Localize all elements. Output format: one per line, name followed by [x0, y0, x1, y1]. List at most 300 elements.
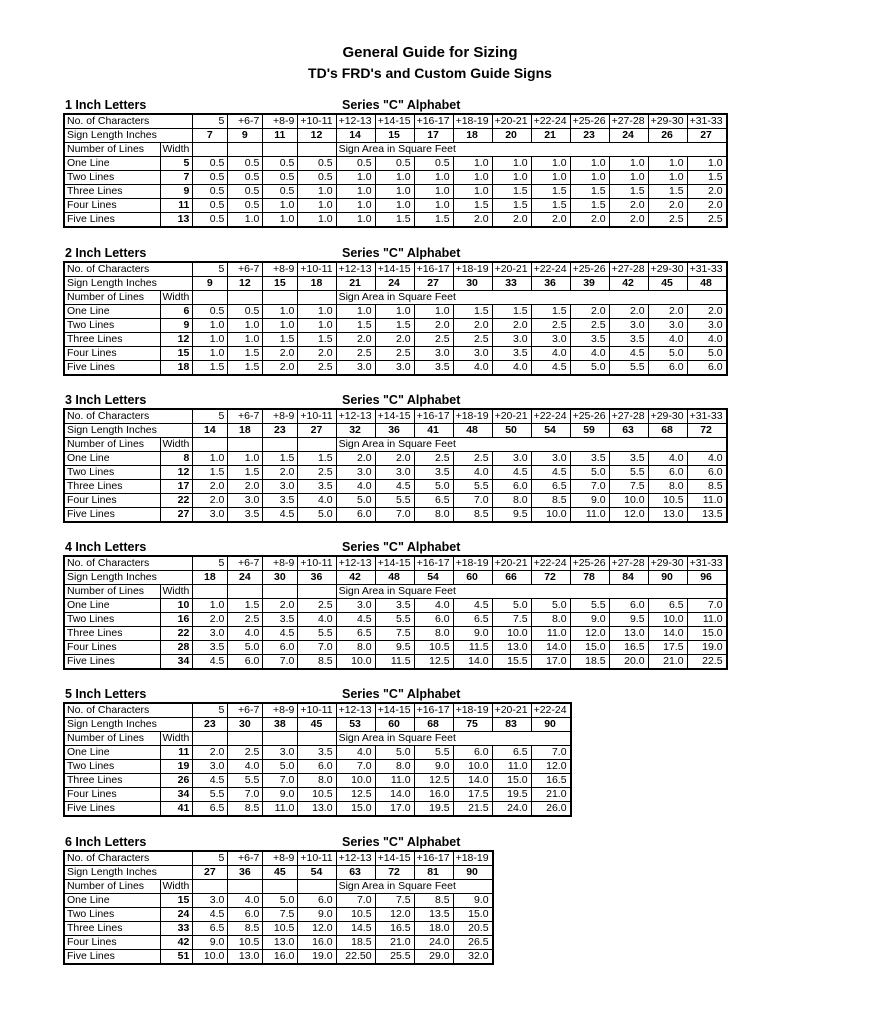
characters-cell: +16-17	[414, 851, 453, 866]
area-header: Sign Area in Square Feet	[336, 291, 727, 305]
area-cell: 2.5	[336, 347, 375, 361]
length-cell: 14	[336, 129, 375, 143]
table-row	[64, 788, 571, 802]
characters-cell: +8-9	[263, 262, 298, 277]
area-cell: 4.0	[298, 494, 336, 508]
area-cell: 6.0	[336, 508, 375, 523]
area-cell: 2.0	[453, 319, 492, 333]
width-cell: 24	[160, 908, 193, 922]
sizing-section	[63, 245, 728, 376]
length-cell: 54	[414, 571, 453, 585]
area-cell: 5.0	[263, 760, 298, 774]
row-label: One Line	[64, 599, 160, 613]
area-cell: 1.0	[263, 319, 298, 333]
area-cell: 10.5	[228, 936, 263, 950]
area-cell: 2.5	[228, 746, 263, 760]
sizing-table	[63, 555, 728, 670]
lines-header-row	[64, 732, 571, 746]
length-cell: 50	[492, 424, 531, 438]
width-cell: 26	[160, 774, 193, 788]
area-cell: 2.0	[453, 213, 492, 228]
area-cell: 0.5	[193, 171, 228, 185]
area-cell: 3.0	[336, 361, 375, 376]
area-cell: 0.5	[228, 171, 263, 185]
area-cell: 2.0	[648, 199, 687, 213]
area-cell: 1.5	[453, 305, 492, 319]
width-cell: 22	[160, 494, 193, 508]
area-cell: 2.5	[453, 333, 492, 347]
length-cell: 48	[375, 571, 414, 585]
area-cell: 15.0	[492, 774, 531, 788]
characters-cell: +20-21	[492, 703, 531, 718]
area-cell: 2.0	[609, 199, 648, 213]
area-cell: 2.5	[298, 599, 336, 613]
area-cell: 6.0	[298, 760, 336, 774]
width-cell: 7	[160, 171, 193, 185]
area-cell: 1.5	[492, 305, 531, 319]
characters-cell: +25-26	[570, 114, 609, 129]
area-cell: 12.0	[375, 908, 414, 922]
empty-cell	[228, 291, 263, 305]
empty-cell	[298, 143, 336, 157]
area-cell: 8.5	[687, 480, 727, 494]
length-cell: 81	[414, 866, 453, 880]
sizing-section	[63, 834, 494, 965]
area-cell: 5.0	[687, 347, 727, 361]
area-cell: 3.5	[298, 480, 336, 494]
empty-cell	[228, 143, 263, 157]
characters-cell: +14-15	[375, 262, 414, 277]
empty-cell	[193, 143, 228, 157]
width-cell: 9	[160, 185, 193, 199]
table-row	[64, 452, 727, 466]
characters-cell: +8-9	[263, 556, 298, 571]
letter-size-heading: 4 Inch Letters	[65, 540, 147, 554]
area-cell: 1.5	[531, 199, 570, 213]
area-cell: 5.0	[570, 466, 609, 480]
characters-cell: +25-26	[570, 262, 609, 277]
length-cell: 59	[570, 424, 609, 438]
area-cell: 7.0	[570, 480, 609, 494]
area-cell: 3.5	[570, 452, 609, 466]
length-cell: 12	[228, 277, 263, 291]
length-cell: 45	[263, 866, 298, 880]
area-cell: 1.5	[228, 361, 263, 376]
width-cell: 8	[160, 452, 193, 466]
empty-cell	[263, 880, 298, 894]
area-cell: 0.5	[193, 185, 228, 199]
area-cell: 0.5	[263, 171, 298, 185]
table-row	[64, 213, 727, 228]
area-cell: 9.5	[375, 641, 414, 655]
area-cell: 11.0	[531, 627, 570, 641]
area-cell: 1.0	[375, 199, 414, 213]
area-cell: 11.0	[687, 613, 727, 627]
area-cell: 2.5	[453, 452, 492, 466]
table-row	[64, 613, 727, 627]
length-cell: 68	[648, 424, 687, 438]
area-cell: 0.5	[193, 305, 228, 319]
area-cell: 2.0	[228, 480, 263, 494]
empty-cell	[298, 732, 336, 746]
section-header	[63, 392, 677, 408]
letter-size-heading: 1 Inch Letters	[65, 98, 147, 112]
area-cell: 3.5	[414, 361, 453, 376]
area-cell: 4.5	[193, 655, 228, 670]
area-cell: 6.0	[609, 599, 648, 613]
area-cell: 6.0	[492, 480, 531, 494]
area-cell: 1.5	[228, 466, 263, 480]
length-cell: 48	[453, 424, 492, 438]
area-cell: 29.0	[414, 950, 453, 965]
area-cell: 4.5	[375, 480, 414, 494]
area-cell: 13.5	[687, 508, 727, 523]
table-row	[64, 305, 727, 319]
characters-cell: +6-7	[228, 262, 263, 277]
area-cell: 16.0	[298, 936, 336, 950]
area-cell: 19.5	[414, 802, 453, 817]
row-label: No. of Characters	[64, 114, 193, 129]
area-cell: 17.5	[648, 641, 687, 655]
area-cell: 0.5	[193, 213, 228, 228]
area-cell: 2.0	[263, 361, 298, 376]
length-cell: 60	[375, 718, 414, 732]
table-row	[64, 641, 727, 655]
length-cell: 12	[298, 129, 336, 143]
characters-row	[64, 703, 571, 718]
area-cell: 17.5	[453, 788, 492, 802]
area-header: Sign Area in Square Feet	[336, 438, 727, 452]
area-cell: 3.5	[375, 599, 414, 613]
characters-cell: +12-13	[336, 703, 375, 718]
row-label: Four Lines	[64, 788, 160, 802]
area-cell: 2.0	[609, 305, 648, 319]
area-cell: 5.0	[570, 361, 609, 376]
area-cell: 4.0	[453, 361, 492, 376]
area-cell: 14.5	[336, 922, 375, 936]
characters-cell: +27-28	[609, 556, 648, 571]
area-cell: 4.0	[648, 452, 687, 466]
characters-cell: +20-21	[492, 262, 531, 277]
length-cell: 27	[298, 424, 336, 438]
area-cell: 1.0	[263, 305, 298, 319]
area-cell: 1.0	[414, 305, 453, 319]
area-cell: 4.0	[336, 746, 375, 760]
characters-cell: +25-26	[570, 409, 609, 424]
characters-cell: +14-15	[375, 703, 414, 718]
area-cell: 2.0	[687, 305, 727, 319]
length-cell: 15	[375, 129, 414, 143]
row-label: No. of Characters	[64, 262, 193, 277]
area-cell: 1.0	[648, 171, 687, 185]
area-cell: 13.0	[492, 641, 531, 655]
area-cell: 6.5	[336, 627, 375, 641]
length-cell: 24	[609, 129, 648, 143]
area-cell: 18.0	[414, 922, 453, 936]
area-cell: 14.0	[375, 788, 414, 802]
width-cell: 15	[160, 894, 193, 908]
width-header: Width	[160, 291, 193, 305]
area-cell: 18.5	[570, 655, 609, 670]
area-cell: 12.0	[609, 508, 648, 523]
area-cell: 1.0	[687, 157, 727, 171]
area-cell: 2.0	[193, 613, 228, 627]
characters-cell: +25-26	[570, 556, 609, 571]
area-cell: 2.0	[687, 199, 727, 213]
lines-header-row	[64, 291, 727, 305]
characters-cell: +16-17	[414, 262, 453, 277]
table-row	[64, 922, 493, 936]
letter-size-heading: 3 Inch Letters	[65, 393, 147, 407]
area-cell: 21.5	[453, 802, 492, 817]
area-cell: 7.0	[228, 788, 263, 802]
empty-cell	[298, 291, 336, 305]
area-cell: 1.5	[228, 347, 263, 361]
width-cell: 17	[160, 480, 193, 494]
area-cell: 9.5	[609, 613, 648, 627]
area-cell: 1.0	[531, 171, 570, 185]
width-cell: 33	[160, 922, 193, 936]
area-cell: 2.0	[193, 746, 228, 760]
area-cell: 0.5	[228, 157, 263, 171]
characters-cell: +31-33	[687, 409, 727, 424]
area-cell: 1.0	[609, 171, 648, 185]
area-cell: 1.0	[193, 347, 228, 361]
area-cell: 1.5	[336, 319, 375, 333]
area-cell: 3.0	[336, 599, 375, 613]
area-cell: 2.5	[570, 319, 609, 333]
area-cell: 2.0	[375, 452, 414, 466]
sizing-section	[63, 392, 728, 523]
area-cell: 4.0	[336, 480, 375, 494]
area-cell: 3.5	[609, 452, 648, 466]
area-cell: 15.5	[492, 655, 531, 670]
area-cell: 19.0	[687, 641, 727, 655]
area-cell: 2.0	[375, 333, 414, 347]
sizing-table	[63, 408, 728, 523]
area-cell: 2.0	[336, 452, 375, 466]
width-cell: 10	[160, 599, 193, 613]
area-cell: 5.0	[492, 599, 531, 613]
area-cell: 10.5	[336, 908, 375, 922]
width-header: Width	[160, 438, 193, 452]
area-cell: 0.5	[375, 157, 414, 171]
area-cell: 1.5	[453, 199, 492, 213]
area-cell: 1.5	[492, 199, 531, 213]
area-cell: 7.0	[531, 746, 571, 760]
empty-cell	[193, 291, 228, 305]
area-cell: 20.0	[609, 655, 648, 670]
length-cell: 83	[492, 718, 531, 732]
area-cell: 1.5	[263, 333, 298, 347]
area-cell: 11.0	[687, 494, 727, 508]
characters-cell: +6-7	[228, 556, 263, 571]
length-cell: 45	[298, 718, 336, 732]
characters-cell: +22-24	[531, 556, 570, 571]
area-cell: 0.5	[263, 157, 298, 171]
row-label: Four Lines	[64, 494, 160, 508]
length-cell: 84	[609, 571, 648, 585]
area-cell: 6.0	[263, 641, 298, 655]
row-label: Five Lines	[64, 213, 160, 228]
area-cell: 0.5	[228, 199, 263, 213]
area-cell: 1.5	[570, 199, 609, 213]
row-label: Number of Lines	[64, 732, 160, 746]
area-cell: 16.5	[375, 922, 414, 936]
row-label: Four Lines	[64, 641, 160, 655]
area-cell: 3.0	[531, 333, 570, 347]
table-row	[64, 760, 571, 774]
length-cell: 30	[453, 277, 492, 291]
row-label: Sign Length Inches	[64, 718, 193, 732]
characters-cell: +18-19	[453, 114, 492, 129]
area-cell: 16.0	[414, 788, 453, 802]
area-cell: 1.0	[228, 213, 263, 228]
length-cell: 68	[414, 718, 453, 732]
area-cell: 16.0	[263, 950, 298, 965]
area-cell: 3.0	[609, 319, 648, 333]
area-cell: 8.0	[298, 774, 336, 788]
letter-size-heading: 5 Inch Letters	[65, 687, 147, 701]
area-cell: 1.0	[193, 452, 228, 466]
row-label: Five Lines	[64, 802, 160, 817]
area-cell: 13.0	[609, 627, 648, 641]
row-label: Five Lines	[64, 508, 160, 523]
area-cell: 10.0	[336, 774, 375, 788]
area-cell: 6.5	[531, 480, 570, 494]
area-cell: 1.0	[453, 157, 492, 171]
area-cell: 8.0	[648, 480, 687, 494]
area-cell: 4.0	[414, 599, 453, 613]
length-cell: 42	[336, 571, 375, 585]
characters-cell: +18-19	[453, 556, 492, 571]
area-cell: 13.5	[414, 908, 453, 922]
characters-cell: +6-7	[228, 703, 263, 718]
sizing-section	[63, 539, 728, 670]
length-row	[64, 424, 727, 438]
width-cell: 18	[160, 361, 193, 376]
area-cell: 1.0	[648, 157, 687, 171]
area-cell: 5.5	[570, 599, 609, 613]
area-cell: 9.0	[570, 613, 609, 627]
area-cell: 2.0	[570, 213, 609, 228]
area-cell: 1.0	[228, 319, 263, 333]
area-cell: 6.0	[687, 361, 727, 376]
characters-cell: 5	[193, 851, 228, 866]
table-row	[64, 802, 571, 817]
area-cell: 1.0	[298, 185, 336, 199]
area-cell: 4.5	[609, 347, 648, 361]
area-cell: 6.0	[648, 466, 687, 480]
area-cell: 2.5	[648, 213, 687, 228]
area-cell: 1.5	[531, 185, 570, 199]
row-label: Number of Lines	[64, 291, 160, 305]
letter-size-heading: 2 Inch Letters	[65, 246, 147, 260]
area-cell: 1.0	[298, 213, 336, 228]
area-cell: 12.5	[414, 774, 453, 788]
area-cell: 1.5	[263, 452, 298, 466]
area-cell: 9.0	[453, 627, 492, 641]
area-cell: 20.5	[453, 922, 493, 936]
row-label: Four Lines	[64, 347, 160, 361]
row-label: Two Lines	[64, 466, 160, 480]
area-cell: 19.0	[298, 950, 336, 965]
area-cell: 12.0	[298, 922, 336, 936]
area-header: Sign Area in Square Feet	[336, 585, 727, 599]
table-row	[64, 319, 727, 333]
width-cell: 11	[160, 746, 193, 760]
length-cell: 30	[228, 718, 263, 732]
length-cell: 36	[228, 866, 263, 880]
area-cell: 21.0	[531, 788, 571, 802]
characters-cell: +29-30	[648, 262, 687, 277]
characters-cell: +6-7	[228, 851, 263, 866]
section-header	[63, 686, 537, 702]
width-cell: 34	[160, 655, 193, 670]
characters-row	[64, 262, 727, 277]
area-cell: 1.0	[228, 452, 263, 466]
area-cell: 10.0	[492, 627, 531, 641]
area-cell: 7.5	[375, 627, 414, 641]
row-label: Sign Length Inches	[64, 277, 193, 291]
area-cell: 1.0	[492, 157, 531, 171]
area-cell: 2.0	[492, 213, 531, 228]
lines-header-row	[64, 143, 727, 157]
area-cell: 1.5	[570, 185, 609, 199]
length-cell: 14	[193, 424, 228, 438]
width-cell: 42	[160, 936, 193, 950]
area-cell: 3.5	[228, 508, 263, 523]
length-cell: 18	[193, 571, 228, 585]
length-cell: 90	[648, 571, 687, 585]
area-cell: 6.0	[228, 655, 263, 670]
width-header: Width	[160, 143, 193, 157]
area-cell: 8.5	[298, 655, 336, 670]
characters-cell: +18-19	[453, 703, 492, 718]
area-cell: 9.5	[492, 508, 531, 523]
area-cell: 3.0	[336, 466, 375, 480]
length-cell: 72	[531, 571, 570, 585]
area-cell: 25.5	[375, 950, 414, 965]
area-cell: 2.0	[263, 347, 298, 361]
area-cell: 16.5	[609, 641, 648, 655]
area-cell: 1.0	[263, 199, 298, 213]
table-row	[64, 361, 727, 376]
length-cell: 32	[336, 424, 375, 438]
area-cell: 3.5	[492, 347, 531, 361]
area-cell: 1.5	[298, 452, 336, 466]
area-cell: 3.0	[375, 466, 414, 480]
length-cell: 27	[414, 277, 453, 291]
table-row	[64, 908, 493, 922]
area-cell: 1.0	[193, 599, 228, 613]
length-cell: 33	[492, 277, 531, 291]
area-cell: 2.5	[298, 466, 336, 480]
width-cell: 11	[160, 199, 193, 213]
area-cell: 6.0	[648, 361, 687, 376]
area-cell: 5.5	[375, 494, 414, 508]
area-cell: 12.0	[531, 760, 571, 774]
lines-header-row	[64, 438, 727, 452]
row-label: Two Lines	[64, 613, 160, 627]
row-label: Two Lines	[64, 908, 160, 922]
area-cell: 11.5	[375, 655, 414, 670]
area-cell: 1.0	[298, 319, 336, 333]
area-cell: 9.0	[298, 908, 336, 922]
width-cell: 51	[160, 950, 193, 965]
table-row	[64, 894, 493, 908]
area-cell: 1.0	[453, 185, 492, 199]
